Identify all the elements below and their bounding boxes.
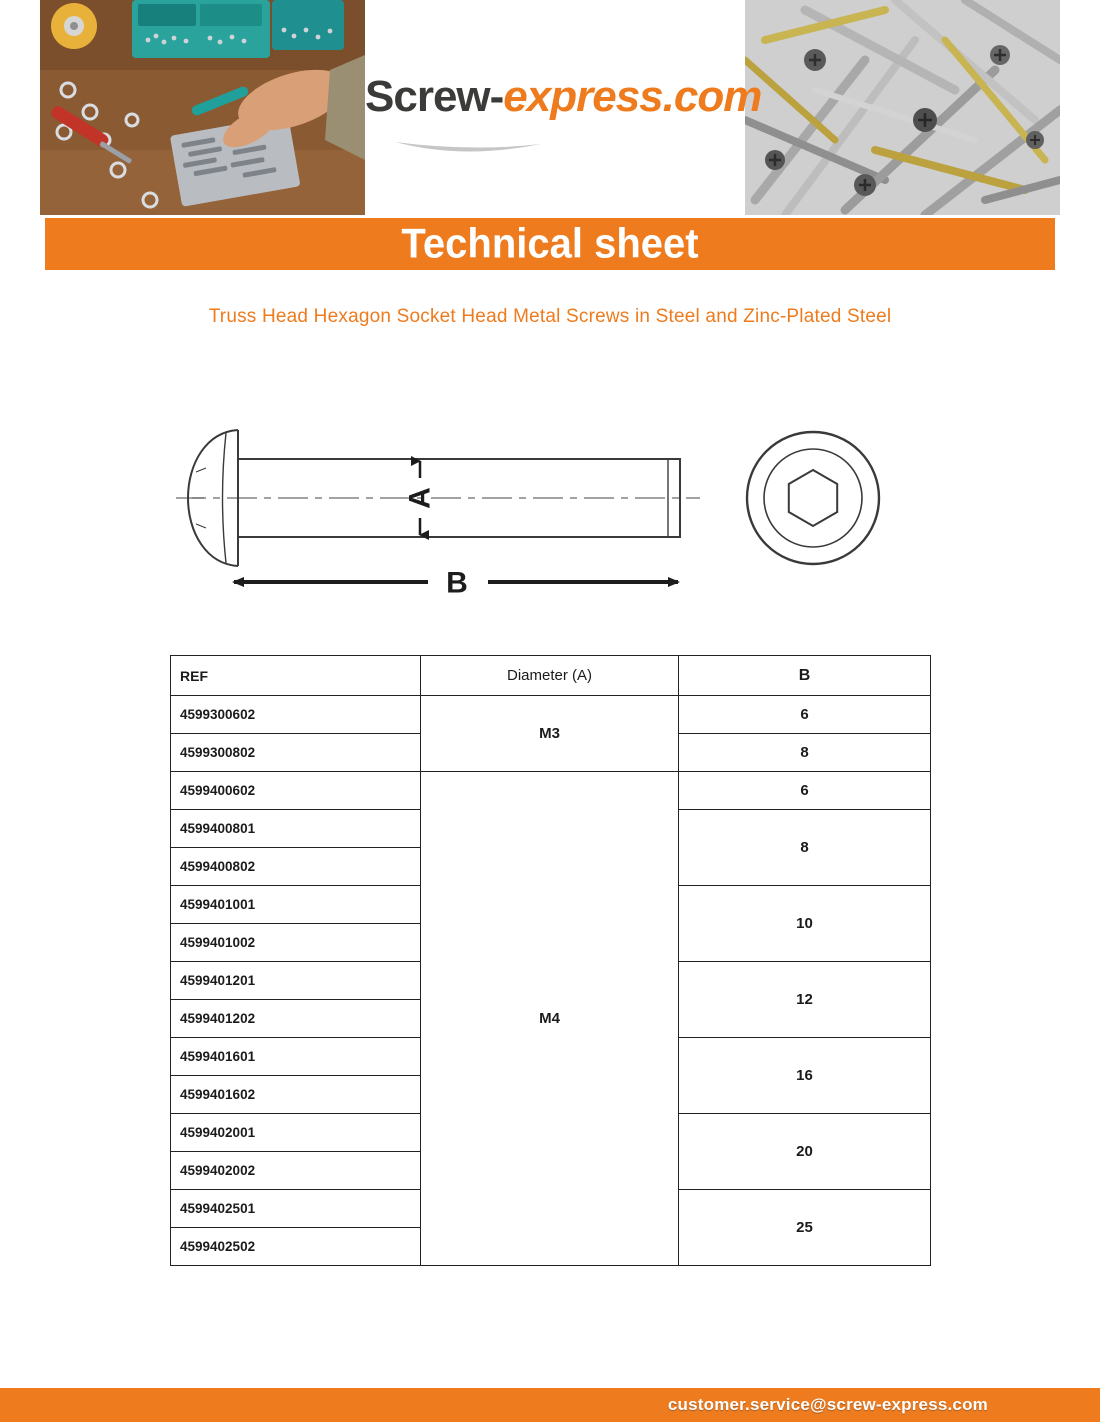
length-cell: 12 xyxy=(679,962,931,1038)
ref-cell: 4599402002 xyxy=(171,1152,421,1190)
diameter-cell: M3 xyxy=(421,696,679,772)
product-subtitle: Truss Head Hexagon Socket Head Metal Screws in Steel and Zinc-Plated Steel xyxy=(208,306,892,327)
dimension-a xyxy=(404,461,437,535)
ref-cell: 4599402502 xyxy=(171,1228,421,1266)
length-cell: 16 xyxy=(679,1038,931,1114)
col-header-b: B xyxy=(679,656,931,696)
workbench-photo xyxy=(40,0,365,215)
col-header-ref: REF xyxy=(171,656,421,696)
length-cell: 8 xyxy=(679,810,931,886)
ref-cell: 4599402001 xyxy=(171,1114,421,1152)
logo xyxy=(365,0,762,215)
logo-part1: Screw- xyxy=(365,72,504,121)
ref-cell: 4599401601 xyxy=(171,1038,421,1076)
dimension-b xyxy=(234,567,678,600)
table-row xyxy=(171,696,931,734)
length-cell: 6 xyxy=(679,696,931,734)
workbench-photo-graphic xyxy=(40,0,365,215)
ref-cell: 4599402501 xyxy=(171,1190,421,1228)
screws-pile-photo-graphic xyxy=(745,0,1060,215)
logo-swoosh xyxy=(393,138,543,160)
technical-drawing xyxy=(0,412,1100,632)
spec-table xyxy=(170,655,931,1266)
ref-cell: 4599401002 xyxy=(171,924,421,962)
length-cell: 8 xyxy=(679,734,931,772)
ref-cell: 4599400602 xyxy=(171,772,421,810)
length-cell: 25 xyxy=(679,1190,931,1266)
banner xyxy=(45,218,1055,270)
table-header-row xyxy=(171,656,931,696)
table-row xyxy=(171,772,931,810)
logo-part2: express.com xyxy=(503,72,762,121)
ref-cell: 4599400802 xyxy=(171,848,421,886)
dim-a-label: A xyxy=(403,487,437,509)
length-cell: 6 xyxy=(679,772,931,810)
dim-b-label: B xyxy=(446,566,468,600)
spec-table-body xyxy=(171,696,931,1266)
diameter-cell: M4 xyxy=(421,772,679,1266)
screws-pile-photo xyxy=(745,0,1060,215)
ref-cell: 4599401001 xyxy=(171,886,421,924)
ref-cell: 4599300602 xyxy=(171,696,421,734)
ref-cell: 4599401201 xyxy=(171,962,421,1000)
length-cell: 20 xyxy=(679,1114,931,1190)
footer-bar xyxy=(0,1388,1100,1422)
col-header-diameter: Diameter (A) xyxy=(421,656,679,696)
hex-socket xyxy=(789,470,837,526)
ref-cell: 4599400801 xyxy=(171,810,421,848)
contact-email-link[interactable]: customer.service@screw-express.com xyxy=(667,1395,988,1414)
ref-cell: 4599401202 xyxy=(171,1000,421,1038)
screw-head-front xyxy=(747,432,879,564)
ref-cell: 4599300802 xyxy=(171,734,421,772)
logo-text xyxy=(365,72,762,122)
banner-title: Technical sheet xyxy=(401,220,699,267)
ref-cell: 4599401602 xyxy=(171,1076,421,1114)
length-cell: 10 xyxy=(679,886,931,962)
